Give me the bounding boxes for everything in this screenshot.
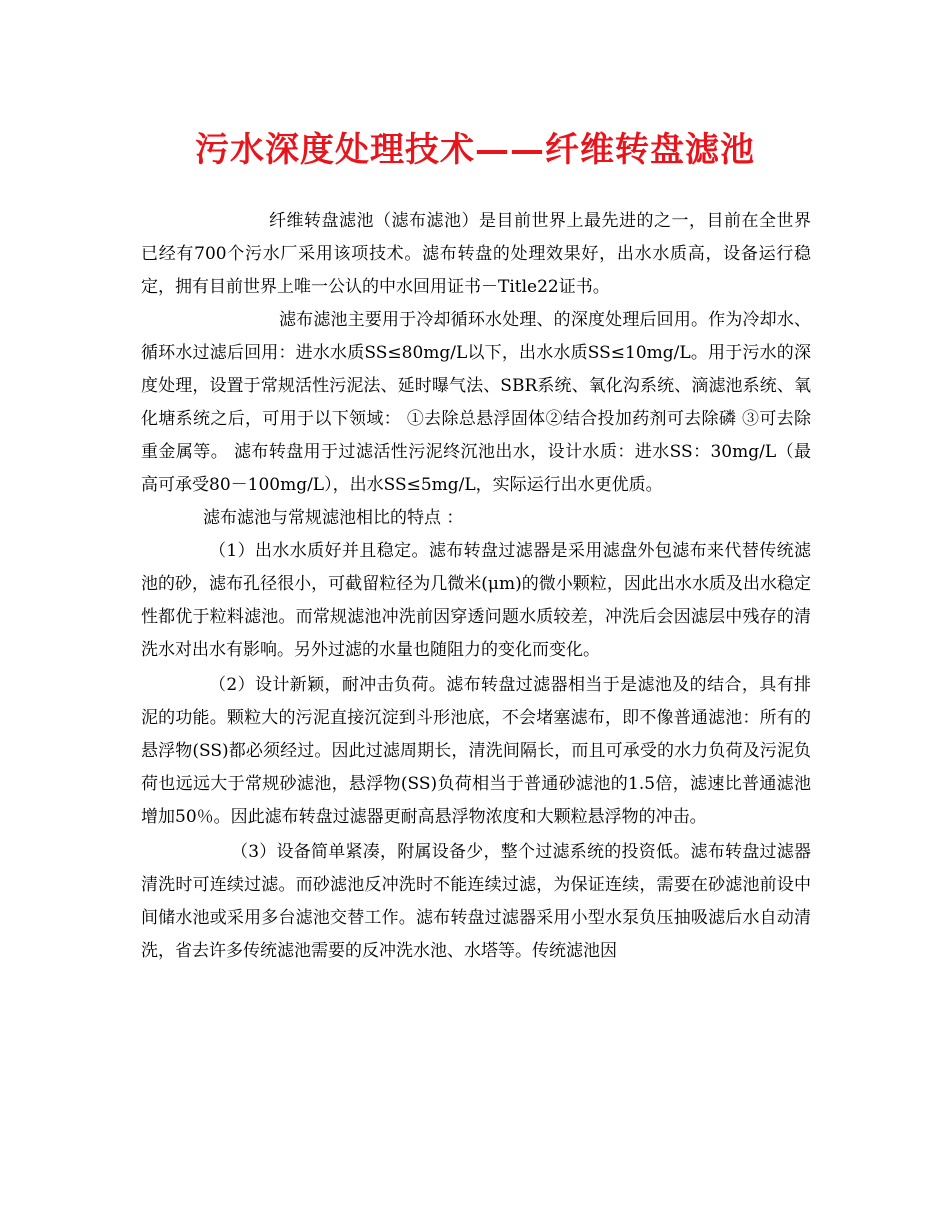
document-body — [141, 205, 811, 968]
paragraph-feature-2: （2）设计新颖，耐冲击负荷。滤布转盘过滤器相当于是滤池及的结合，具有排泥的功能。颗粒大的污泥直接沉淀到斗形池底，不会堵塞滤布，即不像普通滤池：所有的悬浮物(SS)都必须经过。因此过滤周期长，清洗间隔长，而且可承受的水力负荷及污泥负荷也远远大于常规砂滤池，悬浮物(SS)负荷相当于普通砂滤池的1.5倍，滤速比普通滤池增加50％。因此滤布转盘过滤器更耐高悬浮物浓度和大颗粒悬浮物的冲击。 — [141, 675, 811, 827]
paragraph-applications: 滤布滤池主要用于冷却循环水处理、的深度处理后回用。作为冷却水、循环水过滤后回用：进水水质SS≤80mg/L以下，出水水质SS≤10mg/L。用于污水的深度处理，设置于常规活性污泥法、延时曝气法、SBR系统、氧化沟系统、滴滤池系统、氧化塘系统之后，可用于以下领域： ①去除总悬浮固体②结合投加药剂可去除磷 ③可去除重金属等。 滤布转盘用于过滤活性污泥终沉池出水，设计水质：进水SS：30mg/L（最高可承受80－100mg/L），出水SS≤5mg/L，实际运行出水更优质。 — [141, 310, 811, 495]
document-title: 污水深度处理技术——纤维转盘滤池 — [195, 130, 755, 170]
paragraph-intro: 纤维转盘滤池（滤布滤池）是目前世界上最先进的之一，目前在全世界已经有700个污水厂采用该项技术。滤布转盘的处理效果好，出水水质高，设备运行稳定，拥有目前世界上唯一公认的中水回用证书－Title22证书。 — [141, 211, 811, 297]
paragraph-feature-1: （1）出水水质好并且稳定。滤布转盘过滤器是采用滤盘外包滤布来代替传统滤池的砂，滤布孔径很小，可截留粒径为几微米(μm)的微小颗粒，因此出水水质及出水稳定性都优于粒料滤池。而常规滤池冲洗前因穿透问题水质较差，冲洗后会因滤层中残存的清洗水对出水有影响。另外过滤的水量也随阻力的变化而变化。 — [141, 541, 811, 660]
paragraph-feature-3: （3）设备简单紧凑，附属设备少，整个过滤系统的投资低。滤布转盘过滤器清洗时可连续过滤。而砂滤池反冲洗时不能连续过滤，为保证连续，需要在砂滤池前设中间储水池或采用多台滤池交替工作。滤布转盘过滤器采用小型水泵负压抽吸滤后水自动清洗，省去许多传统滤池需要的反冲洗水池、水塔等。传统滤池因 — [141, 842, 811, 961]
paragraph-features-heading: 滤布滤池与常规滤池相比的特点 ： — [203, 508, 464, 528]
